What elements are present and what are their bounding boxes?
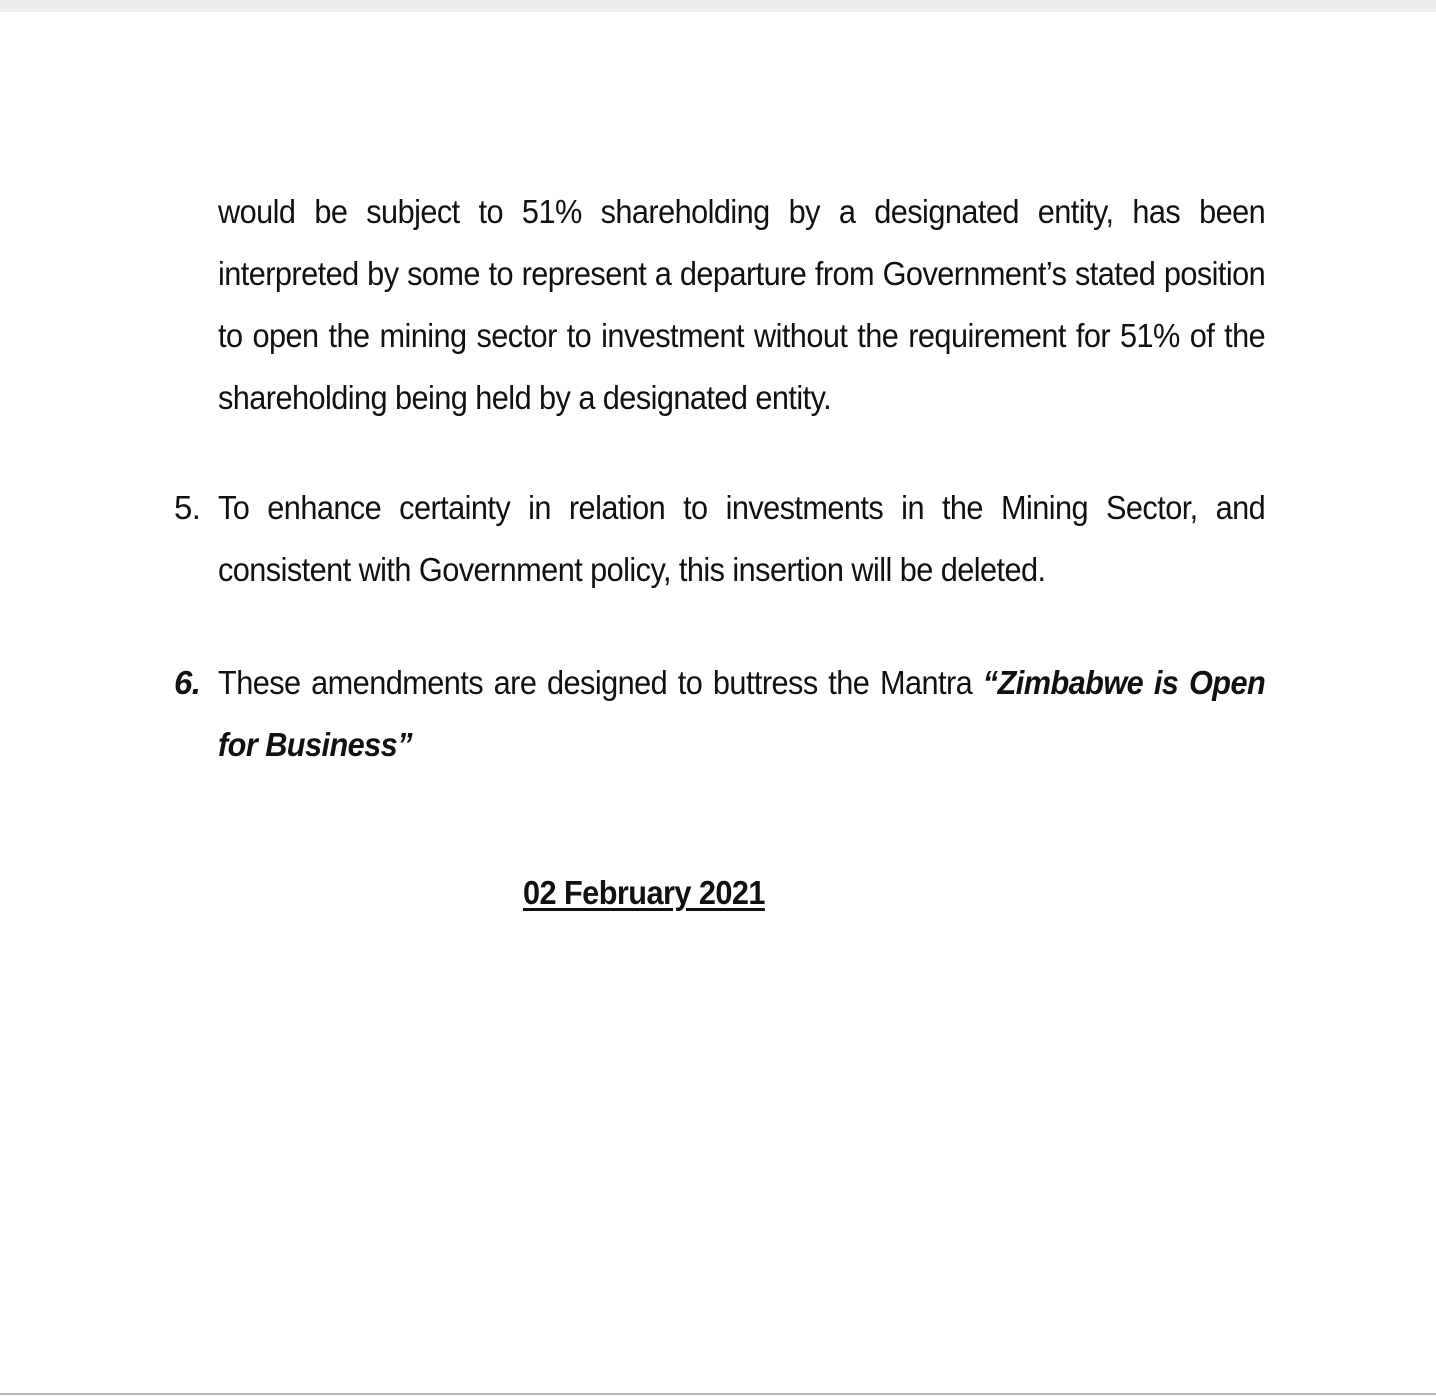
page-bottom-border xyxy=(0,1393,1436,1395)
continued-paragraph: would be subject to 51% shareholding by a designated entity, has been interpreted by some to represent a departure from Government’s stated position to open the mining sector to investment without the requirement for 51% of the shareholding being held by a designated entity. xyxy=(218,193,1266,416)
document-date: 02 February 2021 xyxy=(523,874,765,911)
item-6-number: 6. xyxy=(174,664,201,701)
item-6-paragraph xyxy=(218,652,1265,776)
item-6-emphasis: “Zimbabwe is Open for Business” xyxy=(218,664,1266,763)
item-6-text: These amendments are designed to buttress the Mantra xyxy=(218,664,983,701)
item-5-text: To enhance certainty in relation to investments in the Mining Sector, and consistent with Government policy, this insertion will be deleted. xyxy=(218,489,1266,588)
item-5-number: 5. xyxy=(174,489,201,526)
